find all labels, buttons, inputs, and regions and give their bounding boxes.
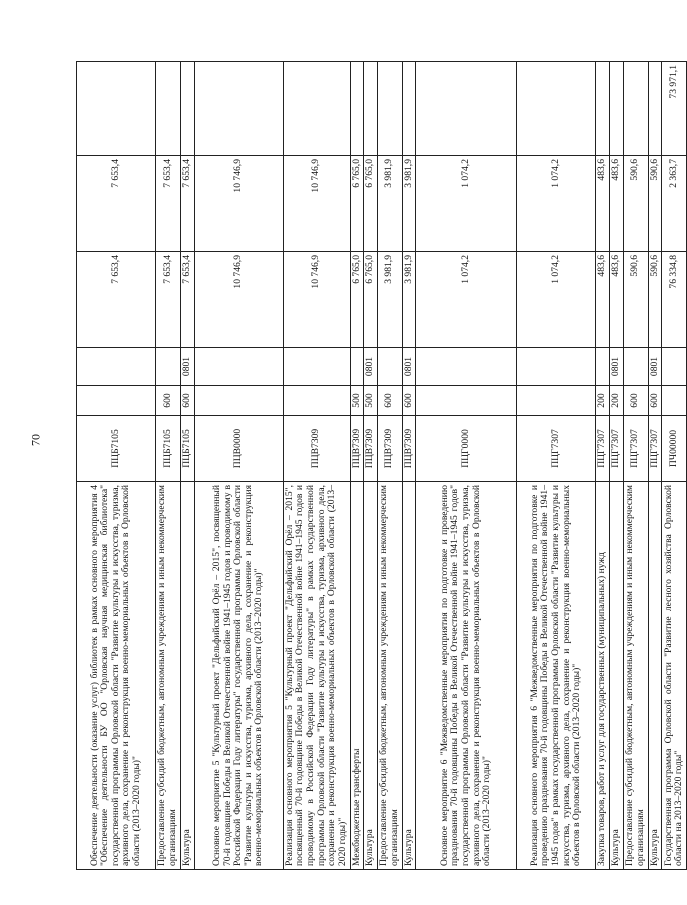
row-amount-2 [77,62,156,156]
row-amount-2 [402,62,416,156]
row-section: 0801 [364,348,378,386]
row-program-code: ПЧ00000 [662,416,687,482]
table-row [364,62,378,870]
row-expense-type: 500 [364,386,378,416]
row-total: 10 746,9 [194,252,283,348]
table-row [283,62,350,870]
row-section [350,348,364,386]
table-row [662,62,687,870]
row-amount-1: 2 363,7 [662,156,687,252]
row-expense-type: 500 [350,386,364,416]
row-amount-1: 590,6 [623,156,648,252]
row-expense-type [662,386,687,416]
row-section [377,348,402,386]
row-amount-2 [416,62,517,156]
row-expense-type: 200 [596,386,610,416]
row-total: 590,6 [623,252,648,348]
row-amount-2 [156,62,181,156]
row-name: Реализация основного мероприятия 5 "Культурный проект "Дельфийский Орёл – 2015", посвященный 70-й годовщине Победы в Великой Отечественной войне 1941–1945 годов и проводимому в Российской Федерации Году литературы" в рамках государственной программы Орловской области "Развитие культуры и искусства, туризма, архивного дела, сохранение и реконструкция военно-мемориальных объектов в Орловской области (2013–2020 годы)" [283,482,350,870]
table-row [416,62,517,870]
row-program-code: ПЦВ7309 [402,416,416,482]
row-name: Государственная программа Орловской области "Развитие лесного хозяйства Орловской области на 2013–2020 годы" [662,482,687,870]
row-section [156,348,181,386]
budget-table-rotated [76,62,685,870]
row-expense-type: 600 [156,386,181,416]
row-name: Основное мероприятие 5 "Культурный проект "Дельфийский Орёл – 2015", посвященный 70-й годовщине Победы в Великой Отечественной войне 1941–1945 годов и проводимому в Российской Федерации Году литературы" государственной программы Орловской области "Развитие культуры и искусства, туризма, архивного дела, сохранение и реконструкция военно-мемориальных объектов в Орловской области (2013–2020 годы)" [194,482,283,870]
row-total: 7 653,4 [77,252,156,348]
row-program-code: ПЦГ7307 [517,416,596,482]
row-amount-2 [609,62,623,156]
table-row [377,62,402,870]
row-amount-1: 7 653,4 [181,156,195,252]
row-name: Межбюджетные трансферты [350,482,364,870]
row-expense-type: 600 [623,386,648,416]
row-name: Предоставление субсидий бюджетным, автономным учреждениям и иным некоммерческим организациям [156,482,181,870]
row-expense-type [517,386,596,416]
row-amount-2: 73 971,1 [662,62,687,156]
row-amount-1: 483,6 [596,156,610,252]
row-name: Культура [648,482,662,870]
row-section [596,348,610,386]
row-program-code: ПЦГ7307 [648,416,662,482]
budget-table [76,61,687,870]
row-total: 10 746,9 [283,252,350,348]
table-row [609,62,623,870]
page-number: 70 [28,434,43,446]
row-expense-type [194,386,283,416]
row-section [517,348,596,386]
row-expense-type [283,386,350,416]
row-section [416,348,517,386]
row-amount-2 [623,62,648,156]
row-section [662,348,687,386]
table-row [623,62,648,870]
row-amount-2 [648,62,662,156]
row-section [194,348,283,386]
row-amount-1: 7 653,4 [77,156,156,252]
row-amount-1: 483,6 [609,156,623,252]
row-amount-2 [283,62,350,156]
row-amount-1: 590,6 [648,156,662,252]
row-program-code: ПЦГ7307 [609,416,623,482]
table-row [194,62,283,870]
row-program-code: ПЦВ7309 [350,416,364,482]
row-amount-2 [364,62,378,156]
row-amount-2 [596,62,610,156]
row-expense-type: 600 [648,386,662,416]
row-expense-type: 600 [377,386,402,416]
row-section [77,348,156,386]
table-row [156,62,181,870]
row-section: 0801 [402,348,416,386]
row-total: 6 765,0 [364,252,378,348]
table-row [402,62,416,870]
row-total: 6 765,0 [350,252,364,348]
row-total: 483,6 [596,252,610,348]
row-amount-2 [181,62,195,156]
row-total: 7 653,4 [181,252,195,348]
table-row [350,62,364,870]
row-total: 3 981,9 [377,252,402,348]
table-row [517,62,596,870]
row-name: Культура [609,482,623,870]
row-program-code: ПЦВ7309 [377,416,402,482]
row-total: 590,6 [648,252,662,348]
row-expense-type [77,386,156,416]
row-amount-1: 10 746,9 [194,156,283,252]
row-amount-2 [517,62,596,156]
row-program-code: ПЦГ0000 [416,416,517,482]
row-name: Культура [364,482,378,870]
row-amount-1: 1 074,2 [416,156,517,252]
row-program-code: ПЦБ7105 [181,416,195,482]
row-amount-1: 3 981,9 [377,156,402,252]
row-amount-1: 7 653,4 [156,156,181,252]
row-name: Реализация основного мероприятия 6 "Межведомственные мероприятия по подготовке и проведению празднования 70-й годовщины Победы в Великой Отечественной войне 1941–1945 годов" в рамках государственной программы Орловской области "Развитие культуры и искусства, туризма, архивного дела, сохранение и реконструкция военно-мемориальных объектов в Орловской области (2013–2020 годы)" [517,482,596,870]
row-amount-2 [377,62,402,156]
row-name: Культура [181,482,195,870]
row-name: Закупка товаров, работ и услуг для государственных (муниципальных) нужд [596,482,610,870]
table-row [648,62,662,870]
row-program-code: ПЦГ7307 [623,416,648,482]
row-expense-type: 600 [181,386,195,416]
row-program-code: ПЦВ7309 [364,416,378,482]
table-row [77,62,156,870]
row-expense-type: 200 [609,386,623,416]
row-program-code: ПЦБ7105 [156,416,181,482]
row-section: 0801 [609,348,623,386]
row-section [283,348,350,386]
row-program-code: ПЦВ0000 [194,416,283,482]
row-amount-1: 6 765,0 [350,156,364,252]
row-total: 7 653,4 [156,252,181,348]
row-section: 0801 [648,348,662,386]
row-amount-1: 1 074,2 [517,156,596,252]
row-expense-type: 600 [402,386,416,416]
row-total: 3 981,9 [402,252,416,348]
row-total: 76 334,8 [662,252,687,348]
row-program-code: ПЦВ7309 [283,416,350,482]
table-row [596,62,610,870]
row-name: Основное мероприятие 6 "Межведомственные мероприятия по подготовке и проведению празднования 70-й годовщины Победы в Великой Отечественной войне 1941–1945 годов" государственной программы Орловской области "Развитие культуры и искусства, туризма, архивного дела, сохранение и реконструкция военно-мемориальных объектов в Орловской области (2013–2020 годы)" [416,482,517,870]
row-name: Предоставление субсидий бюджетным, автономным учреждениям и иным некоммерческим организациям [623,482,648,870]
row-section: 0801 [181,348,195,386]
row-program-code: ПЦГ7307 [596,416,610,482]
row-expense-type [416,386,517,416]
row-amount-1: 10 746,9 [283,156,350,252]
row-amount-2 [194,62,283,156]
row-program-code: ПЦБ7105 [77,416,156,482]
row-name: Культура [402,482,416,870]
row-section [623,348,648,386]
row-total: 483,6 [609,252,623,348]
row-amount-1: 3 981,9 [402,156,416,252]
table-row [181,62,195,870]
row-total: 1 074,2 [517,252,596,348]
row-total: 1 074,2 [416,252,517,348]
row-name: Предоставление субсидий бюджетным, автономным учреждениям и иным некоммерческим организациям [377,482,402,870]
row-amount-1: 6 765,0 [364,156,378,252]
row-name: Обеспечение деятельности (оказание услуг) библиотек в рамках основного мероприятия 4 "Обеспечение деятельности БУ ОО "Орловская научная медицинская библиотека" государственной программы Орловской области "Развитие культуры и искусства, туризма, архивного дела, сохранение и реконструкция военно-мемориальных объектов в Орловской области (2013–2020 годы)" [77,482,156,870]
row-amount-2 [350,62,364,156]
